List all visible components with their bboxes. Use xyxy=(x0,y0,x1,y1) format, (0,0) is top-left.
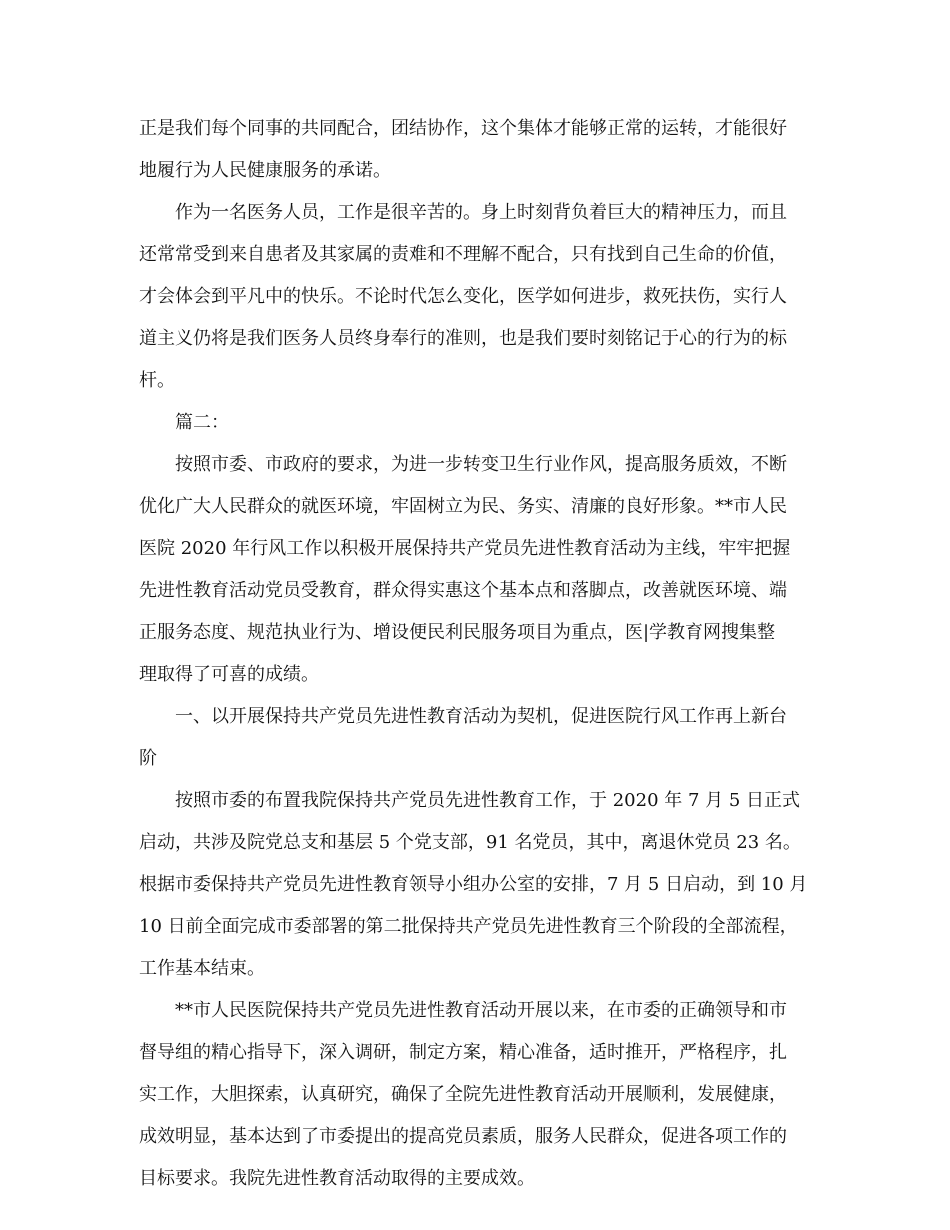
text-line: 目标要求。我院先进性教育活动取得的主要成效。 xyxy=(139,1168,535,1189)
text-line: 作为一名医务人员，工作是很辛苦的。身上时刻背负着巨大的精神压力，而且 xyxy=(175,202,787,223)
text-line: 优化广大人民群众的就医环境，牢固树立为民、务实、清廉的良好形象。**市人民 xyxy=(139,496,787,517)
text-line: 按照市委、市政府的要求，为进一步转变卫生行业作风，提高服务质效，不断 xyxy=(175,454,787,475)
text-line: 才会体会到平凡中的快乐。不论时代怎么变化，医学如何进步，救死扶伤，实行人 xyxy=(139,286,787,307)
text-line: 实工作，大胆探索，认真研究，确保了全院先进性教育活动开展顺利，发展健康， xyxy=(139,1084,787,1105)
text-line: 道主义仍将是我们医务人员终身奉行的准则，也是我们要时刻铭记于心的行为的标 xyxy=(139,328,787,349)
text-line: 篇二： xyxy=(175,412,229,433)
text-line: 成效明显，基本达到了市委提出的提高党员素质，服务人民群众，促进各项工作的 xyxy=(139,1126,787,1147)
text-line: **市人民医院保持共产党员先进性教育活动开展以来，在市委的正确领导和市 xyxy=(175,1000,787,1021)
text-line: 地履行为人民健康服务的承诺。 xyxy=(139,160,391,181)
text-line: 先进性教育活动党员受教育，群众得实惠这个基本点和落脚点，改善就医环境、端 xyxy=(139,580,787,601)
text-line: 启动，共涉及院党总支和基层 5 个党支部，91 名党员，其中，离退休党员 23 名。 xyxy=(139,832,801,853)
document-body xyxy=(139,108,811,1200)
text-line: 阶 xyxy=(139,748,157,769)
text-line: 正是我们每个同事的共同配合，团结协作，这个集体才能够正常的运转，才能很好 xyxy=(139,118,787,139)
text-line: 还常常受到来自患者及其家属的责难和不理解不配合，只有找到自己生命的价值， xyxy=(139,244,787,265)
text-line: 杆。 xyxy=(139,370,175,391)
text-line: 根据市委保持共产党员先进性教育领导小组办公室的安排，7 月 5 日启动，到 10 月 xyxy=(139,874,808,895)
text-line: 工作基本结束。 xyxy=(139,958,265,979)
text-line: 正服务态度、规范执业行为、增设便民利民服务项目为重点，医|学教育网搜集整 xyxy=(139,622,776,643)
text-line: 督导组的精心指导下，深入调研，制定方案，精心准备，适时推开，严格程序，扎 xyxy=(139,1042,787,1063)
text-line: 按照市委的布置我院保持共产党员先进性教育工作，于 2020 年 7 月 5 日正式 xyxy=(175,790,801,811)
text-line: 一、以开展保持共产党员先进性教育活动为契机，促进医院行风工作再上新台 xyxy=(175,706,787,727)
text-line: 10 日前全面完成市委部署的第二批保持共产党员先进性教育三个阶段的全部流程， xyxy=(139,916,798,937)
text-line: 医院 2020 年行风工作以积极开展保持共产党员先进性教育活动为主线，牢牢把握 xyxy=(139,538,791,559)
text-line: 理取得了可喜的成绩。 xyxy=(139,664,319,685)
